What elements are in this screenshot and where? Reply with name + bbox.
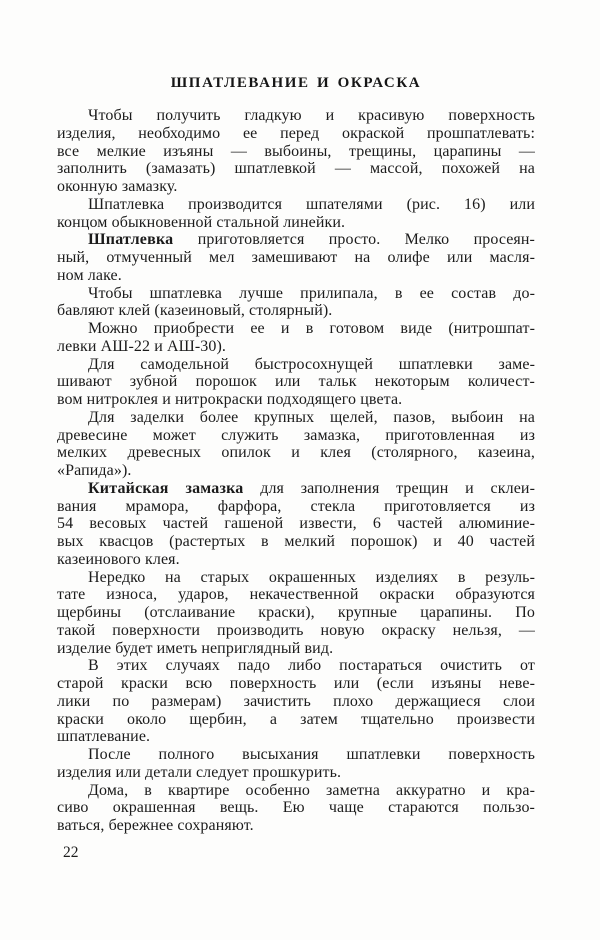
bold-term: Китайская замазка (88, 479, 244, 497)
text-line: «Рапида»). (57, 462, 132, 479)
text-line: лики по размерам) зачистить плохо держащиеся слои (57, 692, 535, 710)
text-line: вых квасцов (растертых в мелкий порошок) и 40 частей (57, 533, 535, 550)
text-line: щербины (отслаивание краски), крупные царапины. По (57, 604, 535, 621)
text-line: концом обыкновенной стальной линейки. (57, 213, 346, 231)
paragraph (57, 231, 535, 284)
text-line: казеинового клея. (57, 550, 180, 568)
paragraph (57, 746, 535, 782)
text-line: шивают зубной порошок или тальк некоторым количест- (57, 373, 535, 391)
text-line: ваться, бережнее сохраняют. (57, 817, 254, 834)
text-line: изделия или детали следует прошкурить. (57, 763, 342, 781)
bold-term: Шпатлевка (88, 231, 174, 249)
text-line: все мелкие изъяны — выбоины, трещины, царапины — (57, 142, 535, 160)
paragraph (57, 782, 535, 835)
text-line: заполнить (замазать) шпатлевкой — массой, похожей на (57, 160, 535, 178)
text-line: шпатлевание. (57, 728, 151, 746)
text-line: вания мрамора, фарфора, стекла приготовляется из (57, 497, 535, 515)
text-line: Китайская замазка для заполнения трещин и склеи- (88, 479, 535, 497)
text-line: мелких древесных опилок и клея (столярного, казеина, (57, 444, 535, 462)
text-line: Для заделки более крупных щелей, пазов, выбоин на (88, 408, 535, 426)
text-line: изделия, необходимо ее перед окраской прошпатлевать: (57, 124, 535, 142)
text-line: Можно приобрести ее и в готовом виде (нитрошпат- (88, 320, 535, 337)
text-line: Нередко на старых окрашенных изделиях в резуль- (88, 568, 535, 586)
paragraph (57, 196, 535, 232)
text-line: тате износа, ударов, некачественной окраски образуются (57, 586, 535, 604)
paragraph (57, 409, 535, 480)
text-line: левки АШ-22 и АШ-30). (57, 337, 227, 355)
text-line: вом нитроклея и нитрокраски подходящего цвета. (57, 391, 403, 408)
text-line: краски около щербин, а затем тщательно произвести (57, 710, 535, 728)
text-line: такой поверхности производить новую окраску нельзя, — (57, 621, 535, 639)
paragraph (57, 657, 535, 746)
text-line: старой краски всю поверхность или (если изъяны неве- (57, 675, 535, 692)
paragraph (57, 320, 535, 356)
text-line: В этих случаях падо либо постараться очистить от (88, 657, 535, 675)
page-number: 22 (63, 844, 79, 861)
text-line: Дома, в квартире особенно заметна аккуратно и кра- (88, 781, 535, 799)
text-line: После полного высыхания шпатлевки поверхность (88, 746, 535, 763)
text-line: Для самодельной быстросохнущей шпатлевки заме- (88, 355, 535, 373)
paragraph (57, 356, 535, 409)
paragraphs (57, 107, 535, 835)
text-line: Чтобы шпатлевка лучше прилипала, в ее состав до- (88, 284, 535, 302)
text-line: Шпатлевка приготовляется просто. Мелко просеян- (88, 231, 535, 249)
text-line: ный, отмученный мел замешивают на олифе или масля- (57, 249, 535, 266)
page-title: ШПАТЛЕВАНИЕ И ОКРАСКА (170, 75, 422, 91)
text-line: Чтобы получить гладкую и красивую поверхность (88, 107, 535, 124)
text-line: древесине может служить замазка, приготовленная из (57, 426, 535, 444)
text-line: изделие будет иметь неприглядный вид. (57, 639, 334, 657)
text-line: бавляют клей (казеиновый, столярный). (57, 302, 333, 320)
paragraph (57, 480, 535, 569)
paragraph (57, 107, 535, 196)
text-line: ном лаке. (57, 266, 122, 284)
paragraph (57, 569, 535, 658)
paragraph (57, 285, 535, 321)
text-line: Шпатлевка производится шпателями (рис. 16) или (88, 195, 535, 213)
text-line: 54 весовых частей гашеной извести, 6 частей алюминие- (57, 515, 535, 533)
text-line: сиво окрашенная вещь. Ею чаще стараются пользо- (57, 799, 535, 817)
text-line: оконную замазку. (57, 178, 178, 195)
